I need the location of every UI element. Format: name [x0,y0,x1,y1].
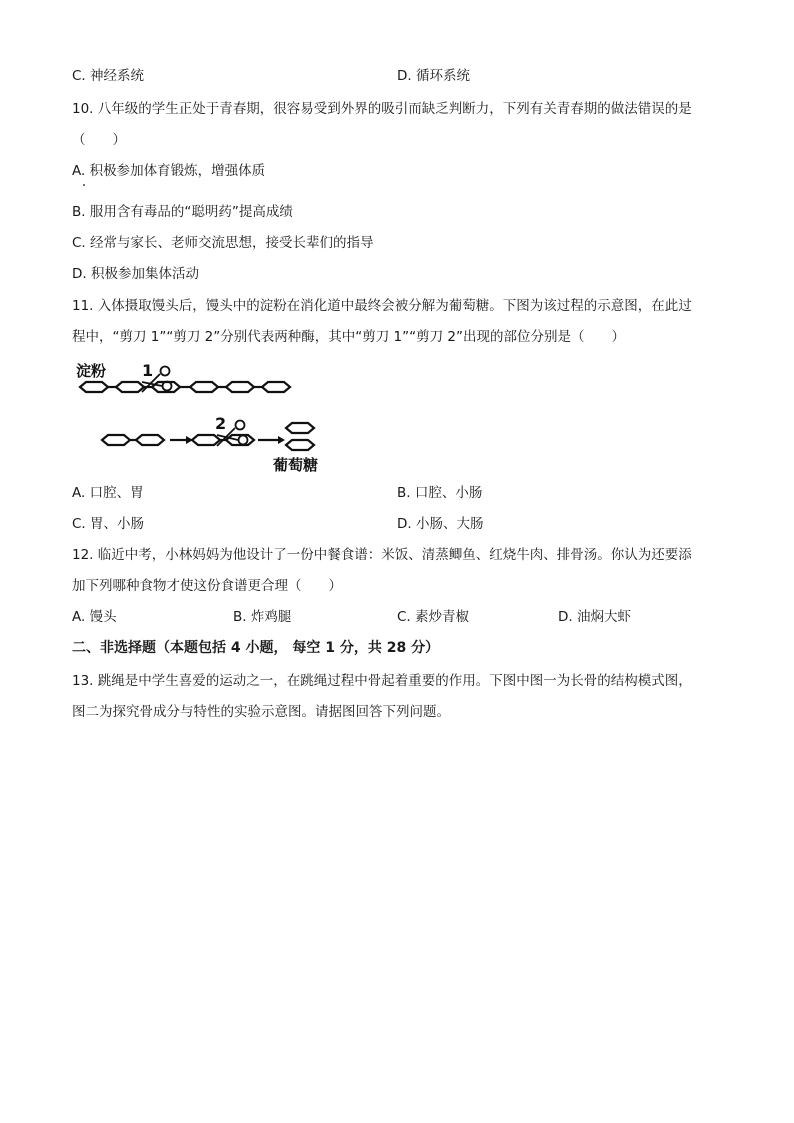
q10-option-a: A. 积极参加体育锻炼，增强体质 [72,163,266,179]
glucose-molecules [286,423,314,450]
q13-stem-line2: 图二为探究骨成分与特性的实验示意图。请据图回答下列问题。 [72,704,450,720]
q12-option-d: D. 油焖大虾 [558,609,631,625]
q11-option-c: C. 胃、小肠 [72,516,145,532]
label-starch: 淀粉 [76,362,107,380]
q11-option-d: D. 小肠、大肠 [397,516,484,532]
q10-answer-paren: （ ） [72,132,126,148]
print-speck [83,184,85,186]
arrow-1-head [186,436,193,444]
q10-option-b: B. 服用含有毒品的“聪明药”提高成绩 [72,204,293,220]
q12-stem-line2: 加下列哪种食物才使这份食谱更合理（ ） [72,578,342,594]
q11-option-b: B. 口腔、小肠 [397,485,483,501]
q12-option-c: C. 素炒青椒 [397,609,470,625]
q11-option-a: A. 口腔、胃 [72,485,144,501]
q9-option-d: D. 循环系统 [397,68,470,84]
q11-stem-line1: 11. 入体摄取馒头后，馒头中的淀粉在消化道中最终会被分解为葡萄糖。下图为该过程的示意图，在此过 [72,298,692,314]
q9-option-c: C. 神经系统 [72,68,145,84]
section-2-title: 二、非选择题（本题包括 4 小题， 每空 1 分，共 28 分） [72,640,440,656]
q13-stem-line1: 13. 跳绳是中学生喜爱的运动之一，在跳绳过程中骨起着重要的作用。下图中图一为长骨的结构模式图， [72,673,692,689]
q10-stem: 10. 八年级的学生正处于青春期，很容易受到外界的吸引而缺乏判断力，下列有关青春期的做法错误的是 [72,101,692,117]
q12-option-b: B. 炸鸡腿 [233,609,292,625]
scissors-1-label: 1 [142,361,154,380]
arrow-2-head [278,436,285,444]
starch-chain [80,382,290,392]
q11-stem-line2: 程中，“剪刀 1”“剪刀 2”分别代表两种酶，其中“剪刀 1”“剪刀 2”出现的部位分别是（ ） [72,329,625,345]
scissors-2-label: 2 [215,414,227,433]
label-glucose: 葡萄糖 [273,456,319,474]
starch-digestion-diagram [72,356,342,476]
q12-option-a: A. 馒头 [72,609,117,625]
maltose-fragment [102,435,164,445]
q10-option-c: C. 经常与家长、老师交流思想，接受长辈们的指导 [72,235,374,251]
q10-option-d: D. 积极参加集体活动 [72,266,199,282]
q12-stem-line1: 12. 临近中考，小林妈妈为他设计了一份中餐食谱：米饭、清蒸鲫鱼、红烧牛肉、排骨汤。你认为还要添 [72,547,692,563]
